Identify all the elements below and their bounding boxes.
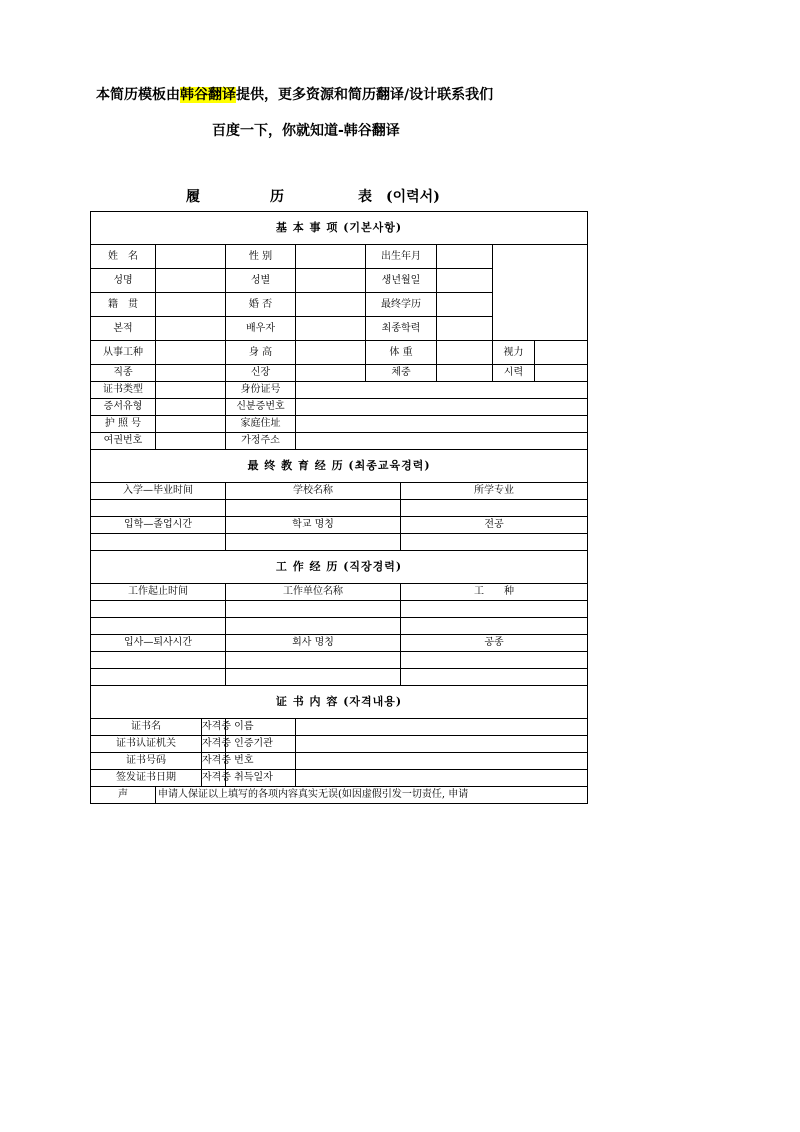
cert-number-cn: 证书号码 <box>91 753 202 769</box>
declaration-text: 申请人保证以上填写的各项内容真实无误(如因虚假引发一切责任, 申请 <box>156 787 588 804</box>
title-korean: (이력서) <box>386 189 440 205</box>
label-address-kr: 가정주소 <box>226 433 296 450</box>
work-trade-field-kr[interactable] <box>401 669 588 686</box>
edu-school-field[interactable] <box>226 500 401 517</box>
work-trade-field[interactable] <box>401 618 588 635</box>
promo-line-2: 百度一下，你就知道-韩谷翻译 <box>212 123 400 139</box>
label-height-kr: 신장 <box>226 365 296 382</box>
cert-date-kr: 자격증 취득일자 <box>202 772 273 783</box>
title-char-2: 历 <box>270 189 284 205</box>
field-marital-kr[interactable] <box>296 317 366 341</box>
cert-name-kr: 자격증 이름 <box>202 721 254 732</box>
title-char-1: 履 <box>186 189 200 205</box>
work-col-trade-cn: 工 种 <box>401 584 588 601</box>
cert-issuer-label-cell <box>91 736 273 753</box>
field-gender[interactable] <box>296 245 366 269</box>
label-address-cn: 家庭住址 <box>226 416 296 433</box>
label-idno-kr: 신분증번호 <box>226 399 296 416</box>
cert-date-field[interactable] <box>296 770 588 787</box>
photo-box[interactable] <box>493 245 588 341</box>
field-native[interactable] <box>156 293 226 317</box>
work-company-field[interactable] <box>226 601 401 618</box>
cert-number-field[interactable] <box>296 753 588 770</box>
label-passport-kr: 여권번호 <box>91 433 156 450</box>
promo-line-1 <box>96 84 493 104</box>
label-vision-cn: 视力 <box>493 341 535 365</box>
work-col-trade-kr: 공종 <box>401 635 588 652</box>
cert-date-cn: 签发证书日期 <box>91 770 202 786</box>
work-period-field[interactable] <box>91 618 226 635</box>
work-company-field[interactable] <box>226 618 401 635</box>
promo-highlight: 韩谷翻译 <box>180 87 236 103</box>
edu-col-major-kr: 전공 <box>401 517 588 534</box>
edu-period-field[interactable] <box>91 500 226 517</box>
edu-school-field-kr[interactable] <box>226 534 401 551</box>
field-edu[interactable] <box>437 293 493 317</box>
field-address-kr[interactable] <box>296 433 588 450</box>
work-trade-field-kr[interactable] <box>401 652 588 669</box>
label-edu-cn: 最终学历 <box>366 293 437 317</box>
cert-date-label-cell <box>91 770 273 787</box>
label-native-cn: 籍 贯 <box>91 293 156 317</box>
label-job-kr: 직종 <box>91 365 156 382</box>
field-address[interactable] <box>296 416 588 433</box>
cert-issuer-kr: 자격증 인증기관 <box>202 738 273 749</box>
work-period-field-kr[interactable] <box>91 669 226 686</box>
edu-col-school-cn: 学校名称 <box>226 483 401 500</box>
field-passport[interactable] <box>156 416 226 433</box>
resume-table <box>90 211 588 804</box>
promo-text-post: 提供，更多资源和简历翻译/设计联系我们 <box>236 87 494 103</box>
basic-section-heading: 基 本 事 项 (기본사항) <box>91 212 588 245</box>
work-col-period-cn: 工作起止时间 <box>91 584 226 601</box>
label-certtype-cn: 证书类型 <box>91 382 156 399</box>
declaration-label: 声 <box>91 787 156 804</box>
label-birth-kr: 생년월일 <box>366 269 437 293</box>
label-edu-kr: 최종학력 <box>366 317 437 341</box>
field-job-kr[interactable] <box>156 365 226 382</box>
label-birth-cn: 出生年月 <box>366 245 437 269</box>
work-company-field-kr[interactable] <box>226 669 401 686</box>
cert-name-cn: 证书名 <box>91 719 202 735</box>
field-vision-kr[interactable] <box>535 365 588 382</box>
cert-number-label-cell <box>91 753 254 770</box>
label-job-cn: 从事工种 <box>91 341 156 365</box>
field-weight-kr[interactable] <box>437 365 493 382</box>
document-title <box>186 186 440 206</box>
label-certtype-kr: 증서유형 <box>91 399 156 416</box>
field-name[interactable] <box>156 245 226 269</box>
field-certtype-kr[interactable] <box>156 399 226 416</box>
field-idno-kr[interactable] <box>296 399 588 416</box>
edu-major-field[interactable] <box>401 500 588 517</box>
work-col-company-kr: 회사 명칭 <box>226 635 401 652</box>
label-passport-cn: 护 照 号 <box>91 416 156 433</box>
field-height-kr[interactable] <box>296 365 366 382</box>
field-native-kr[interactable] <box>156 317 226 341</box>
field-gender-kr[interactable] <box>296 269 366 293</box>
label-gender-kr: 성별 <box>226 269 296 293</box>
edu-col-period-cn: 入学—毕业时间 <box>91 483 226 500</box>
work-section-heading: 工 作 经 历 (직장경력) <box>91 551 588 584</box>
field-job[interactable] <box>156 341 226 365</box>
work-col-period-kr: 입사—퇴사시간 <box>91 635 226 652</box>
label-marital-cn: 婚 否 <box>226 293 296 317</box>
field-name-kr[interactable] <box>156 269 226 293</box>
cert-issuer-cn: 证书认证机关 <box>91 736 202 752</box>
field-vision[interactable] <box>535 341 588 365</box>
edu-col-school-kr: 학교 명칭 <box>226 517 401 534</box>
cert-name-label-cell <box>91 719 254 736</box>
edu-col-period-kr: 입학—졸업시간 <box>91 517 226 534</box>
label-weight-kr: 체중 <box>366 365 437 382</box>
certificate-section-heading: 证 书 内 容 (자격내용) <box>91 686 588 719</box>
field-weight[interactable] <box>437 341 493 365</box>
label-vision-kr: 시력 <box>493 365 535 382</box>
work-company-field-kr[interactable] <box>226 652 401 669</box>
cert-issuer-field[interactable] <box>296 736 588 753</box>
field-idno[interactable] <box>296 382 588 399</box>
promo-text-pre: 本简历模板由 <box>96 87 180 103</box>
edu-period-field-kr[interactable] <box>91 534 226 551</box>
label-gender-cn: 性 别 <box>226 245 296 269</box>
label-idno-cn: 身份证号 <box>226 382 296 399</box>
work-period-field-kr[interactable] <box>91 652 226 669</box>
label-weight-cn: 体 重 <box>366 341 437 365</box>
field-marital[interactable] <box>296 293 366 317</box>
field-edu-kr[interactable] <box>437 317 493 341</box>
field-birth-kr[interactable] <box>437 269 493 293</box>
work-col-company-cn: 工作单位名称 <box>226 584 401 601</box>
cert-name-field[interactable] <box>296 719 588 736</box>
label-marital-kr: 배우자 <box>226 317 296 341</box>
work-period-field[interactable] <box>91 601 226 618</box>
work-trade-field[interactable] <box>401 601 588 618</box>
label-name-cn: 姓 名 <box>91 245 156 269</box>
field-certtype[interactable] <box>156 382 226 399</box>
label-name-kr: 성명 <box>91 269 156 293</box>
field-passport-kr[interactable] <box>156 433 226 450</box>
field-height[interactable] <box>296 341 366 365</box>
edu-col-major-cn: 所学专业 <box>401 483 588 500</box>
title-char-3: 表 <box>358 189 372 205</box>
cert-number-kr: 자격증 번호 <box>202 755 254 766</box>
label-native-kr: 본적 <box>91 317 156 341</box>
field-birth[interactable] <box>437 245 493 269</box>
education-section-heading: 最 终 教 育 经 历 (최종교육경력) <box>91 450 588 483</box>
label-height-cn: 身 高 <box>226 341 296 365</box>
edu-major-field-kr[interactable] <box>401 534 588 551</box>
